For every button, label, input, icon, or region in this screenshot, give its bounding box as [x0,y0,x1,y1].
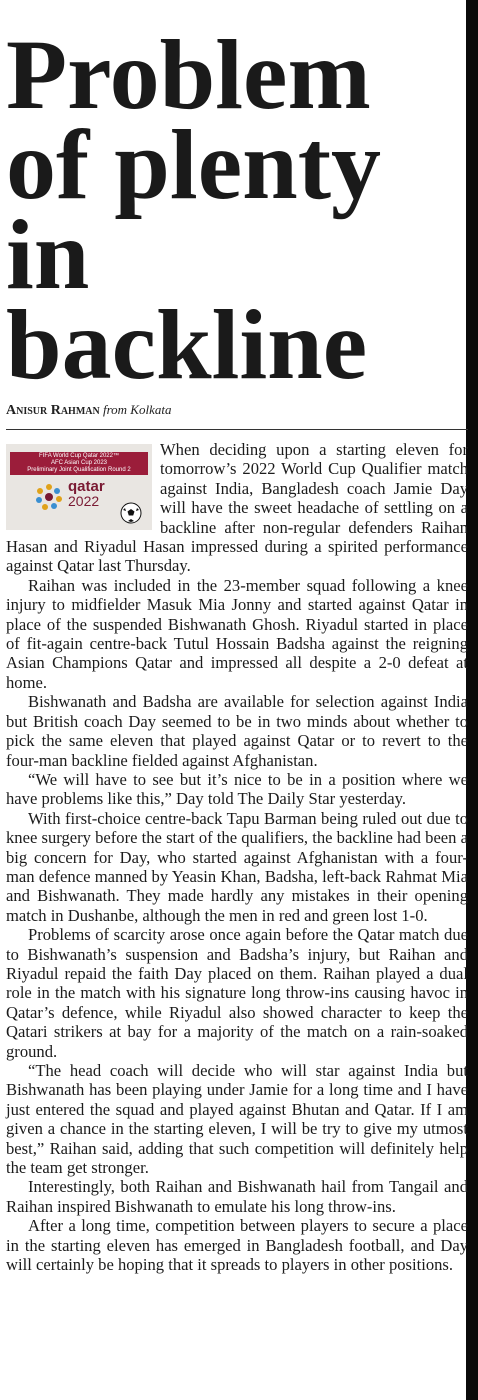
article [6,0,468,1274]
divider [6,429,468,430]
paragraph: Raihan was included in the 23-member squad following a knee injury to midfielder Masuk Mia Jonny and started against Qatar in place of the suspended Bishwanath Ghosh. Riyadul started in place of fit-again centre-back Tutul Hossain Badsha against the reigning Asian Champions Qatar and impressed all despite a 2-0 defeat at home. [6,575,468,692]
paragraph: “The head coach will decide who will star against India but Bishwanath has been playing under Jamie for a long time and I have just entered the squad and played against Bhutan and Qatar. If I am given a chance in the starting eleven, I will be try to give my utmost best,” Raihan said, adding that such competition will definitely help the team get stronger. [6,1061,468,1178]
byline [6,402,468,419]
paragraph: When deciding upon a starting eleven for tomorrow’s 2022 World Cup Qualifier match against India, Bangladesh coach Jamie Day will have the sweet headache of settling on a backline after non-regular defenders Raihan Hasan and Riyadul Hasan impressed during a spirited performance against Qatar last Thursday. [6,440,468,576]
qatar-emblem-icon [34,482,64,512]
banner-line-3: Preliminary Joint Qualification Round 2 [27,467,131,473]
byline-location: from Kolkata [102,402,172,417]
image-banner [10,452,148,475]
banner-line-2: AFC Asian Cup 2023 [50,460,108,466]
paragraph: After a long time, competition between players to secure a place in the starting eleven has emerged in Bangladesh football, and Day will certainly be hoping that it spreads to players in other positions. [6,1216,468,1275]
qatar-logo-text: qatar [68,478,105,495]
paragraph: Bishwanath and Badsha are available for selection against India but British coach Day seemed to be in two minds about whether to pick the same eleven that played against Qatar or to revert to the four-man backline fielded against Afghanistan. [6,692,468,770]
football-icon [120,502,142,524]
paragraph: “We will have to see but it’s nice to be in a position where we have problems like this,” Day told The Daily Star yesterday. [6,769,468,809]
qatar-logo-year: 2022 [68,493,100,509]
banner-line-1: FIFA World Cup Qatar 2022™ [39,453,119,459]
article-body [6,440,468,1274]
paragraph: Problems of scarcity arose once again before the Qatar match due to Bishwanath’s suspension and Badsha’s injury, but Raihan and Riyadul repaid the faith Day placed on them. Raihan played a dual role in the match with his signature long throw-ins causing havoc in Qatar’s defence, while Riyadul also showed character to keep the Qatari strikers at bay for a majority of the match on a rain-soaked ground. [6,925,468,1061]
article-image [6,444,152,530]
paragraph: Interestingly, both Raihan and Bishwanath hail from Tangail and Raihan inspired Bishwanath to emulate his long throw-ins. [6,1177,468,1216]
headline: Problem of plenty in backline [6,19,381,400]
paragraph: With first-choice centre-back Tapu Barman being ruled out due to knee surgery before the start of the qualifiers, the backline had been a big concern for Day, who started against Afghanistan with a four-man defence manned by Yeasin Khan, Badsha, left-back Rahmat Mia and Bishwanath. They made hardly any mistakes in their opening match in Dushanbe, although the men in red and green lost 1-0. [6,808,468,925]
author-name: Anisur Rahman [6,403,100,418]
